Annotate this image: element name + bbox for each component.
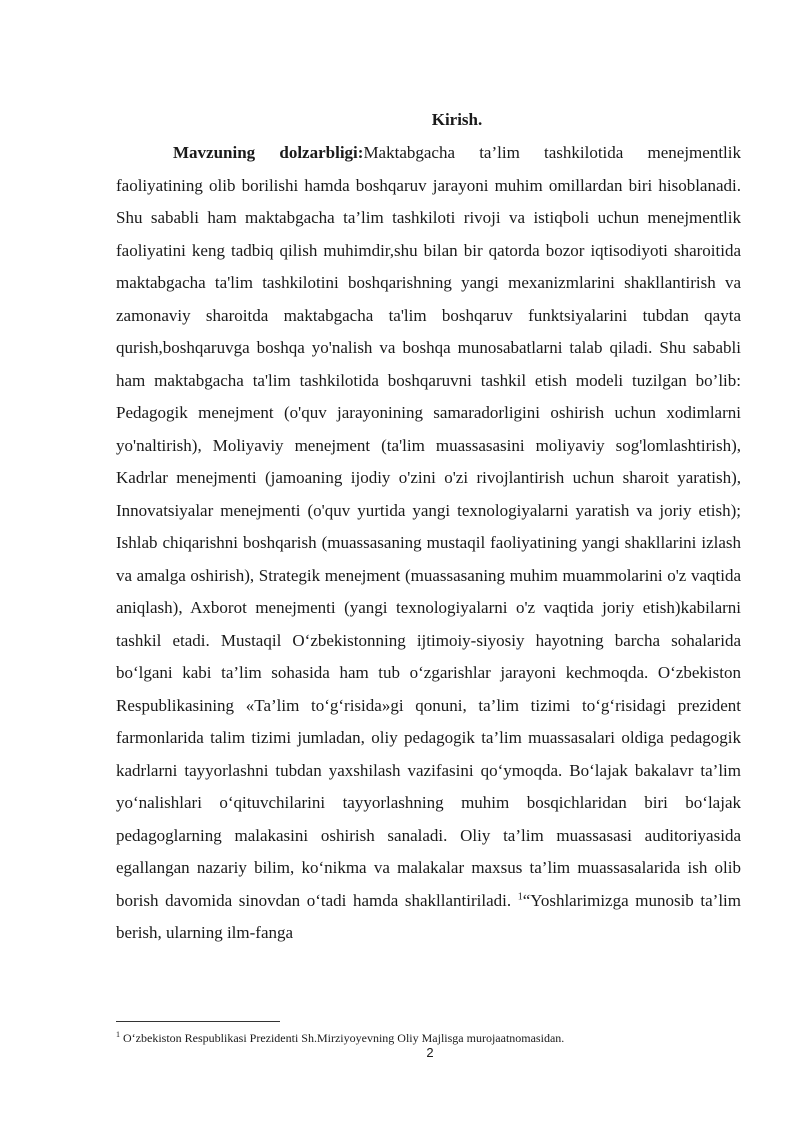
footnote-text: O‘zbekiston Respublikasi Prezidenti Sh.Mirziyoyevning Oliy Majlisga murojaatnomasidan. (120, 1031, 565, 1045)
footnote (116, 1030, 741, 1046)
document-title: Kirish. (431, 110, 483, 129)
body-text-main: Maktabgacha ta’lim tashkilotida menejmentlik faoliyatining olib borilishi hamda boshqaruv jarayoni muhim omillardan biri hisoblanadi. Shu sababli ham maktabgacha ta’lim tashkiloti rivoji va istiqboli uchun menejmentlik faoliyatini keng tadbiq qilish muhimdir,shu bilan bir qatorda bozor iqtisodiyoti sharoitida maktabgacha ta'lim tashkilotini boshqarishning yangi mexanizmlarini shakllantirish va zamonaviy sharoitda maktabgacha ta'lim boshqaruv funktsiyalarini tubdan qayta qurish,boshqaruvga boshqa yo'nalish va boshqa munosabatlarni talab qiladi. Shu sababli ham maktabgacha ta'lim tashkilotida boshqaruvni tashkil etish modeli tuzilgan bo’lib: Pedagogik menejment (o'quv jarayonining samaradorligini oshirish uchun xodimlarni yo'naltirish), Moliyaviy menejment (ta'lim muassasasini moliyaviy sog'lomlashtirish), Kadrlar menejmenti (jamoaning ijodiy o'zini o'zi rivojlantirish uchun sharoit yaratish), Innovatsiyalar menejmenti (o'quv yurtida yangi texnologiyalarni yaratish va joriy etish); Ishlab chiqarishni boshqarish (muassasaning mustaqil faoliyatining yangi shakllarini izlash va amalga oshirish), Strategik menejment (muassasaning muhim muammolarini o'z vaqtida aniqlash), Axborot menejmenti (yangi texnologiyalarni o'z vaqtida joriy etish)kabilarni tashkil etadi. Mustaqil O‘zbekistonning ijtimoiy-siyosiy hayotning barcha sohalarida bo‘lgani kabi ta’lim sohasida ham tub o‘zgarishlar jarayoni kechmoqda. O‘zbekiston Respublikasining «Ta’lim to‘g‘risida»gi qonuni, ta’lim tizimi to‘g‘risidagi prezident farmonlarida talim tizimi jumladan, oliy pedagogik ta’lim muassasalari oldiga pedagogik kadrlarni tayyorlashni tubdan yaxshilash vazifasini qo‘ymoqda. Bo‘lajak bakalavr ta’lim yo‘nalishlari o‘qituvchilarini tayyorlashning muhim bosqichlaridan biri bo‘lajak pedagoglarning malakasini oshirish sanaladi. Oliy ta’lim muassasasi auditoriyasida egallangan nazariy bilim, ko‘nikma va malakalar maxsus ta’lim muassasalarida ish olib borish davomida sinovdan o‘tadi hamda shakllantiriladi. (116, 143, 741, 910)
body-text-continued: “Yoshlarimizga munosib ta’lim berish, ularning ilm-fanga (116, 890, 741, 942)
footnote-divider (116, 1021, 280, 1022)
footnote-reference: 1 (517, 890, 523, 902)
section-lead: Mavzuning dolzarbligi: (173, 143, 364, 162)
page-number: 2 (426, 1045, 434, 1060)
footnote-mark: 1 (116, 1030, 120, 1039)
body-paragraph (116, 137, 741, 950)
